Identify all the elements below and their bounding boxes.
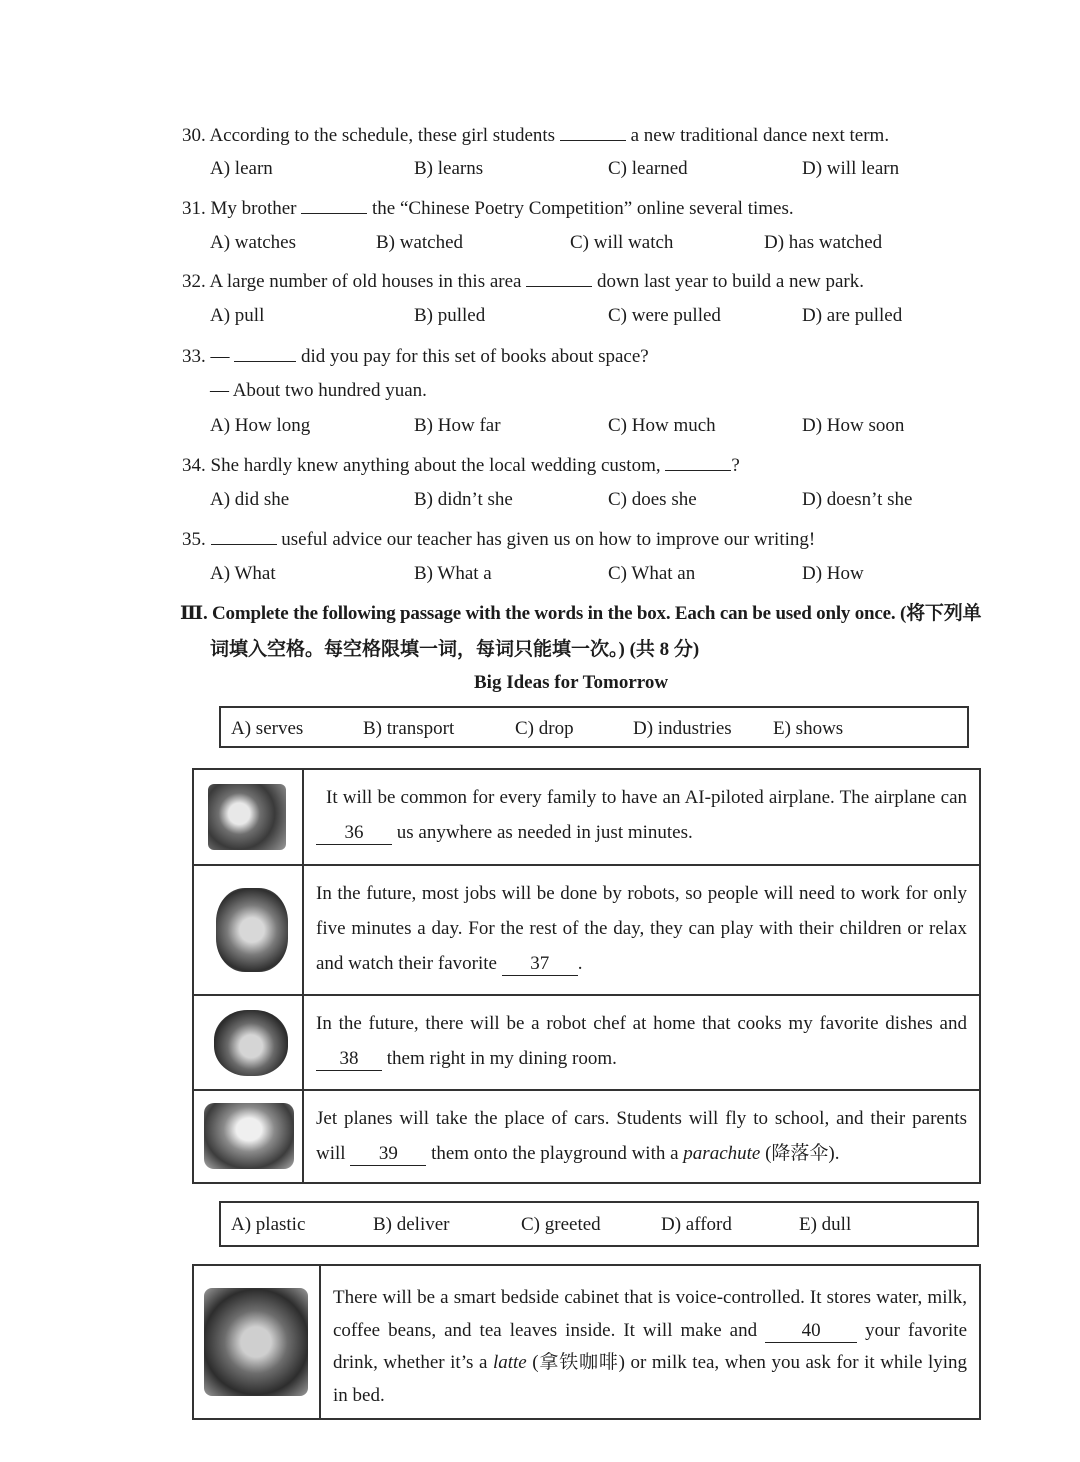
word-option: D) industries: [633, 718, 732, 739]
passage-text: It will be common for every family to have an AI-piloted airplane. The airplane can 36 us anywhere as needed in just minutes.: [304, 770, 979, 864]
option-c: C) What an: [608, 563, 696, 584]
option-d: D) doesn’t she: [802, 489, 913, 510]
answer-blank: [211, 526, 277, 545]
answer-blank-38: 38: [316, 1048, 382, 1071]
jet-plane-illustration: [204, 1103, 294, 1169]
option-a: A) learn: [210, 158, 273, 179]
option-a: A) pull: [210, 305, 265, 326]
option-d: D) How: [802, 563, 864, 584]
question-35-stem: 35. useful advice our teacher has given us on how to improve our writing!: [182, 526, 815, 551]
option-a: A) What: [210, 563, 276, 584]
option-c: C) were pulled: [608, 305, 721, 326]
word-option: B) deliver: [373, 1214, 450, 1235]
option-c: C) does she: [608, 489, 697, 510]
illustration-cell: [194, 866, 304, 994]
option-b: B) watched: [376, 232, 464, 253]
question-number: 30.: [182, 125, 206, 147]
answer-blank: [526, 268, 592, 287]
option-d: D) will learn: [802, 158, 900, 179]
table-row: [194, 1266, 979, 1418]
word-option: E) shows: [773, 718, 844, 739]
question-30-stem: 30. According to the schedule, these girl students a new traditional dance next term.: [182, 122, 889, 147]
question-number: 32.: [182, 271, 206, 293]
illustration-cell: [194, 996, 304, 1089]
passage-text: In the future, there will be a robot chef at home that cooks my favorite dishes and 38 them right in my dining room.: [316, 1013, 967, 1069]
answer-blank-37: 37: [502, 953, 578, 976]
option-b: B) What a: [414, 563, 492, 584]
passage-text: Jet planes will take the place of cars. Students will fly to school, and their parents will 39 them onto the playground with a parachute (降落伞).: [316, 1108, 967, 1164]
option-b: B) learns: [414, 158, 484, 179]
table-row: [194, 994, 979, 1089]
answer-blank: [301, 195, 367, 214]
word-box-2: [219, 1201, 979, 1247]
option-c: C) learned: [608, 158, 688, 179]
option-b: B) pulled: [414, 305, 486, 326]
question-33-stem: 33. — did you pay for this set of books about space?: [182, 343, 649, 368]
section-heading-instructions: 词填入空格。每空格限填一词，每词只能填一次。) (共 8 分): [210, 639, 700, 660]
answer-blank-40: 40: [765, 1320, 857, 1343]
illustration-cell: [194, 1266, 321, 1418]
question-number: 31.: [182, 198, 206, 220]
question-number: 33.: [182, 346, 206, 368]
illustration-cell: [194, 770, 304, 864]
word-option: B) transport: [363, 718, 455, 739]
word-option: C) drop: [515, 718, 574, 739]
section-heading: Ⅲ. Complete the following passage with the words in the box. Each can be used only once. (将下列单: [180, 603, 982, 624]
illustration-cell: [194, 1091, 304, 1184]
answer-blank: [234, 343, 296, 362]
option-a: A) watches: [210, 232, 296, 253]
word-option: E) dull: [799, 1214, 852, 1235]
passage-table-1: [192, 768, 981, 1184]
option-c: C) will watch: [570, 232, 674, 253]
word-option: A) plastic: [231, 1214, 306, 1235]
word-option: D) afford: [661, 1214, 732, 1235]
dialogue-reply: — About two hundred yuan.: [210, 380, 427, 401]
option-b: B) didn’t she: [414, 489, 513, 510]
table-row: [194, 770, 979, 864]
option-a: A) How long: [210, 415, 311, 436]
passage-title: Big Ideas for Tomorrow: [474, 672, 669, 693]
option-d: D) How soon: [802, 415, 905, 436]
answer-blank: [665, 452, 731, 471]
word-box-1: [219, 706, 969, 748]
question-number: 35.: [182, 529, 206, 551]
word-option: A) serves: [231, 718, 304, 739]
question-34-stem: 34. She hardly knew anything about the local wedding custom, ?: [182, 452, 740, 477]
option-d: D) are pulled: [802, 305, 903, 326]
passage-text: There will be a smart bedside cabinet that is voice-controlled. It stores water, milk, coffee beans, and tea leaves inside. It will make and 40 your favorite drink, whether it’s a latte (拿铁咖啡) or milk tea, when you ask for it while lying in bed.: [333, 1287, 968, 1406]
girl-face-illustration: [214, 1010, 288, 1076]
table-row: [194, 1089, 979, 1184]
passage-table-2: [192, 1264, 981, 1420]
child-face-illustration: [216, 888, 288, 972]
option-c: C) How much: [608, 415, 716, 436]
table-row: [194, 864, 979, 994]
answer-blank: [560, 122, 626, 141]
word-option: C) greeted: [521, 1214, 601, 1235]
question-31-stem: 31. My brother the “Chinese Poetry Competition” online several times.: [182, 195, 794, 220]
passage-text: In the future, most jobs will be done by robots, so people will need to work for only five minutes a day. For the rest of the day, they can play with their children or relax and watch their favorite 37 .: [316, 883, 967, 974]
question-number: 34.: [182, 455, 206, 477]
option-a: A) did she: [210, 489, 290, 510]
girl-in-bed-illustration: [204, 1288, 308, 1396]
answer-blank-39: 39: [350, 1143, 426, 1166]
option-b: B) How far: [414, 415, 501, 436]
question-32-stem: 32. A large number of old houses in this area down last year to build a new park.: [182, 268, 864, 293]
flying-car-illustration: [208, 784, 286, 850]
answer-blank-36: 36: [316, 822, 392, 845]
option-d: D) has watched: [764, 232, 883, 253]
